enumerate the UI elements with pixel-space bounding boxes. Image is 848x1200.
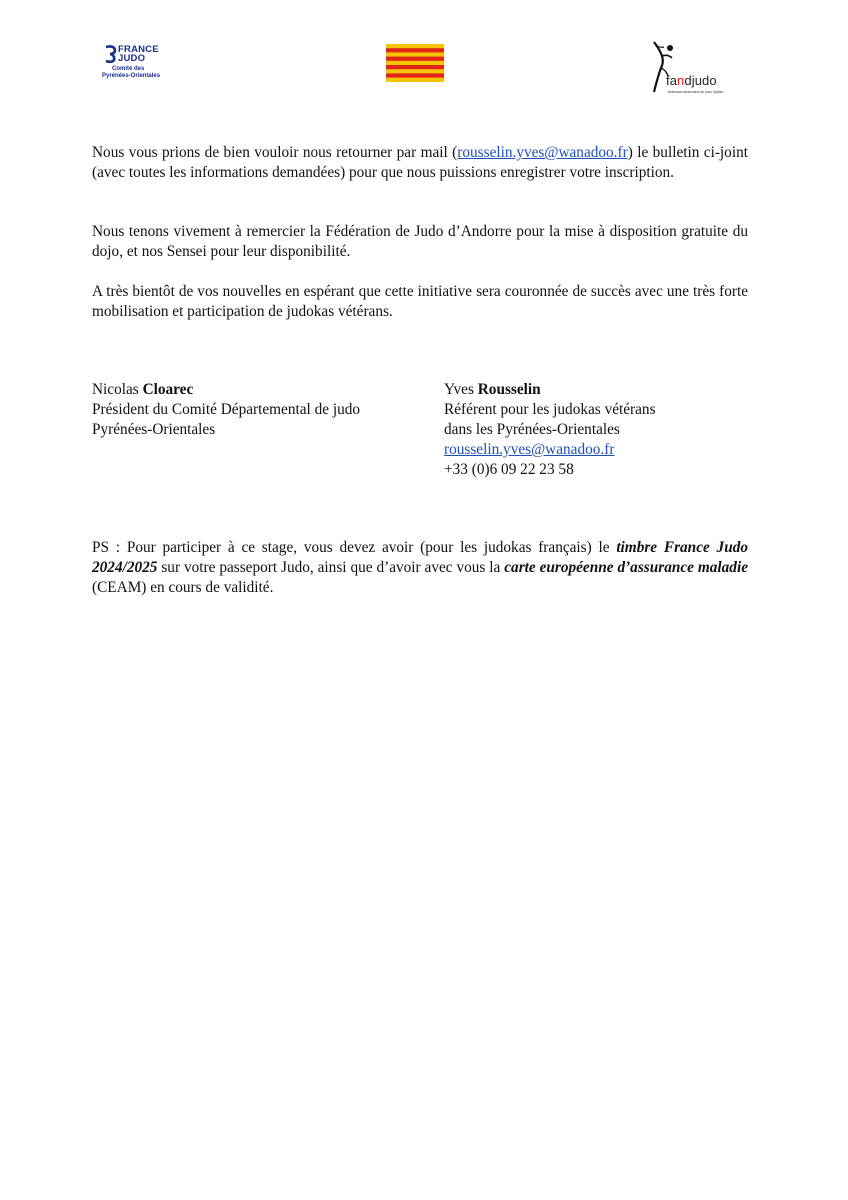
ps-bold-ceam: carte européenne d’assurance maladie: [504, 559, 748, 576]
signatory-title-left: Président du Comité Départemental de judo: [92, 401, 361, 418]
postscript: PS : Pour participer à ce stage, vous devez avoir (pour les judokas français) le timbre France Judo 2024/2025 sur votre passeport Judo, ainsi que d’avoir avec vous la carte européenne d’assurance maladie (CEAM) en cours de validité.: [92, 539, 749, 596]
signatory-region-right: dans les Pyrénées-Orientales: [444, 421, 620, 438]
signatory-name-right: Yves Rousselin: [444, 381, 541, 398]
france-judo-logo: [100, 42, 180, 88]
signatory-phone: +33 (0)6 09 22 23 58: [444, 461, 574, 478]
email-link-signature[interactable]: rousselin.yves@wanadoo.fr: [444, 441, 615, 458]
ffj-logo-line1: FRANCE: [118, 44, 159, 55]
signatory-title-right: Référent pour les judokas vétérans: [444, 401, 656, 418]
ffj-logo-line3: Comité des: [112, 66, 145, 72]
signature-right: [444, 380, 748, 480]
fandjudo-logo: [648, 40, 740, 98]
signatory-region-left: Pyrénées-Orientales: [92, 421, 216, 438]
fandjudo-subtitle: federació andorrana de judo i jujitsu: [668, 90, 724, 94]
catalan-flag-icon: [386, 44, 444, 82]
fandjudo-wordmark: fandjudo: [666, 73, 717, 88]
signatory-name-left: Nicolas Cloarec: [92, 381, 194, 398]
email-link-top[interactable]: rousselin.yves@wanadoo.fr: [457, 144, 628, 161]
france-judo-mark-icon: [104, 45, 118, 63]
ps-bold-stamp: timbre France Judo 2024/2025: [92, 539, 749, 576]
paragraph-thanks: Nous tenons vivement à remercier la Fédération de Judo d’Andorre pour la mise à disposition gratuite du dojo, et nos Sensei pour leur disponibilité.: [92, 223, 748, 260]
paragraph-registration: Nous vous prions de bien vouloir nous retourner par mail (rousselin.yves@wanadoo.fr) le bulletin ci-joint (avec toutes les informations demandées) pour que nous puissions enregistrer votre inscription.: [92, 144, 748, 181]
ffj-logo-line4: Pyrénées-Orientales: [102, 73, 161, 79]
signature-left: [92, 380, 422, 440]
paragraph-closing: A très bientôt de vos nouvelles en espérant que cette initiative sera couronnée de succès avec une très forte mobilisation et participation de judokas vétérans.: [92, 283, 748, 320]
ffj-logo-line2: JUDO: [118, 53, 146, 64]
